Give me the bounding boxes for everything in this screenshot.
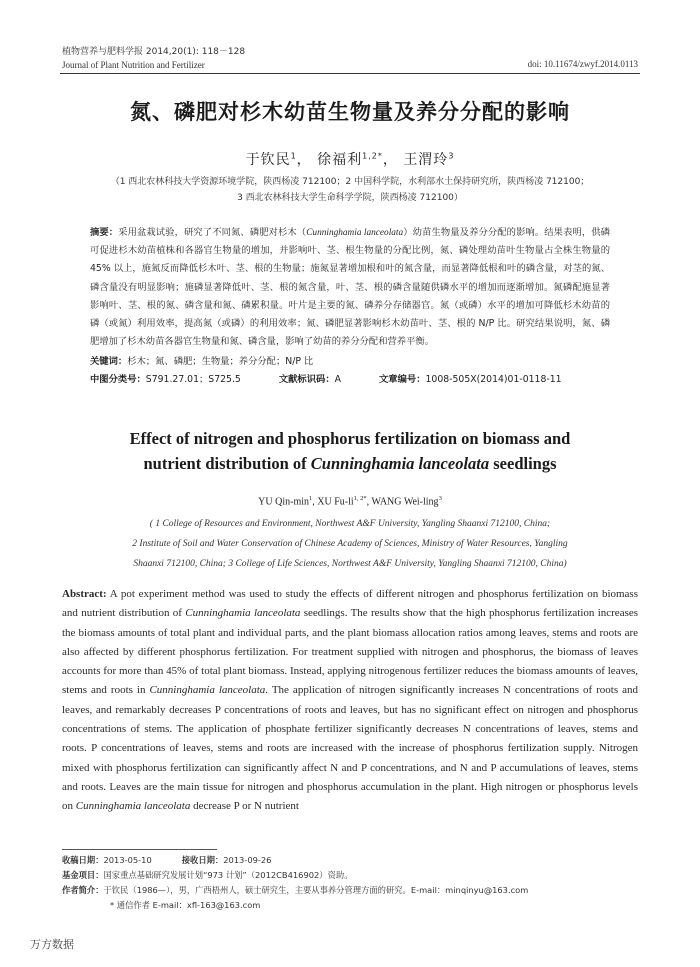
- footnote-corresponding: * 通信作者 E-mail：xfl-163@163.com: [110, 900, 261, 910]
- en-author-sup: 3: [438, 495, 442, 502]
- en-abstract-text: . The application of nitrogen significantly increases N concentrations of roots and leaves, and remarkably decreases P concentrations of roots and leaves, but has no significant effect on nitrogen and phosphorus concentrations of stems. The application of phosphate fertilizer significantly decreases N concentrations of leaves, stems and roots. P concentrations of leaves, stems and roots are increased with the increase of phosphorus fertilization supply. Nitrogen mixed with phosphorus fertilization can significantly affect N and P concentrations, and N and P accumulations of leaves, stems and roots. Leaves are the main tissue for nitrogen and phosphorus accumulation in the plant. High nitrogen or phosphorus levels on: [62, 684, 638, 813]
- cn-authors: 于钦民$^1$， 徐福利$^{1,2*}$， 王渭玲$^3$: [245, 151, 455, 168]
- cn-abstract-label: 摘要：: [90, 227, 119, 238]
- en-title-text: nutrient distribution of: [143, 454, 311, 473]
- en-title-line: [0, 451, 700, 476]
- footnote-author: [62, 883, 528, 898]
- en-author-name: WANG Wei-ling: [371, 496, 439, 508]
- clc-item: [90, 371, 241, 385]
- author-bio-text: 于钦民（1986—），男，广西梧州人，硕士研究生，主要从事养分管理方面的研究。E-mail：minqinyu@163.com: [103, 885, 529, 895]
- journal-name-cn: 植物营养与肥料学报 2014,20(1): 118－128: [62, 47, 246, 57]
- cn-classification: [90, 371, 610, 385]
- author-bio-label: 作者简介：: [62, 885, 104, 895]
- en-author-sup: 1, 2*: [353, 495, 367, 502]
- en-authors: YU Qin-$\min^1$, XU $Fu-li^{1, 2*}$, WANG Wei-ling$^3$: [258, 495, 442, 508]
- article-no-item: [379, 371, 562, 385]
- cn-abstract-species: Cunninghamia lanceolata: [306, 228, 404, 238]
- article-no-label: 文章编号：: [379, 374, 426, 385]
- cn-title: 氮、磷肥对杉木幼苗生物量及养分分配的影响: [130, 100, 570, 124]
- en-abstract-label: Abstract:: [62, 588, 107, 600]
- cn-author-name: 徐福利: [317, 152, 363, 168]
- article-no-value: 1008-505X(2014)01-0118-11: [425, 374, 562, 385]
- accepted-date: 2013-09-26: [223, 855, 272, 865]
- en-title: [0, 426, 700, 476]
- cn-author-sup: 1,2*: [362, 151, 383, 161]
- en-abstract-species: Cunninghamia lanceolata: [75, 800, 191, 813]
- cn-keywords-text: 杉木；氮、磷肥；生物量；养分分配；N/P 比: [127, 356, 314, 367]
- accepted-label: 接收日期：: [181, 855, 224, 865]
- en-abstract-text: decrease P or N nutrient: [190, 800, 299, 813]
- doi[interactable]: doi: 10.11674/zwyf.2014.0113: [527, 59, 638, 69]
- cn-author-sup: 1: [290, 151, 297, 161]
- cn-keywords-label: 关键词：: [90, 356, 128, 367]
- cn-abstract: [90, 224, 610, 351]
- journal-name-en: Journal of Plant Nutrition and Fertilizer: [62, 60, 205, 70]
- en-author-name: XU Fu-li: [317, 496, 354, 508]
- en-abstract-text: seedlings. The results show that the high phosphorus fertilization increases the biomass amounts of total plant and individual parts, and the plant biomass allocation ratios among leaves, stems and roots are also affected by different phosphorus fertilization. For treatment supplied with nitrogen and phosphorus, the biomass of leaves accounts for more than 45% of total plant biomass. Instead, applying nitrogenous fertilizer reduces the biomass amounts of leaves, stems and roots in: [62, 607, 639, 697]
- cn-abstract-text: 采用盆栽试验，研究了不同氮、磷肥对杉木（: [118, 227, 307, 238]
- en-affiliation-line: 2 Institute of Soil and Water Conservation of Chinese Academy of Sciences, Ministry of Water Resources, Yangling: [132, 539, 568, 549]
- cn-author-name: 王渭玲: [403, 152, 449, 168]
- doc-code-value: A: [334, 374, 341, 385]
- en-affiliations: [70, 514, 630, 574]
- cn-abstract-text: ）幼苗生物量及养分分配的影响。结果表明，供磷可促进杉木幼苗植株和各器官生物量的增加，并影响叶、茎、根生物量的分配比例，氮、磷处理幼苗叶生物量占全株生物量的 45% 以上，施氮反而降低杉木叶、茎、根的生物量；施氮显著增加根和叶的氮含量，而显著降低根和叶的磷含量，对茎的氮、磷含量没有明显影响；施磷显著降低叶、茎、根的氮含量，叶、茎、根的磷含量随供磷水平的增加而逐渐增加。氮磷配施显著影响叶、茎、根的氮、磷含量和氮、磷累积量。叶片是主要的氮、磷养分存储器官。氮（或磷）水平的增加可降低杉木幼苗的磷（或氮）利用效率，提高氮（或磷）的利用效率；氮、磷肥显著影响杉木幼苗叶、茎、根的 N/P 比。研究结果说明，氮、磷肥增加了杉木幼苗各器官生物量和氮、磷含量，影响了幼苗的养分分配和营养平衡。: [90, 227, 610, 348]
- cn-affiliations: [60, 174, 640, 206]
- en-title-line: Effect of nitrogen and phosphorus fertilization on biomass and: [129, 429, 571, 448]
- cn-affiliation-line: 3 西北农林科技大学生命科学学院，陕西杨凌 712100）: [237, 193, 463, 203]
- received-date: 2013-05-10: [103, 855, 152, 865]
- doc-code-item: [279, 371, 341, 385]
- en-affiliation-line: Shaanxi 712100, China; 3 College of Life Sciences, Northwest A&F University, Yangling Shaanxi 712100, China): [133, 559, 567, 569]
- en-abstract-species: Cunninghamia lanceolata: [149, 684, 266, 697]
- en-abstract-text: A pot experiment method was used to study the effects of different nitrogen and phosphorus fertilization on biomass and nutrient distribution of: [62, 588, 638, 620]
- header-rule: [60, 73, 640, 74]
- footnote-dates: [62, 853, 528, 868]
- cn-affiliation-line: （1 西北农林科技大学资源环境学院，陕西杨凌 712100；2 中国科学院，水利部水土保持研究所，陕西杨凌 712100；: [110, 177, 590, 187]
- clc-value: S791.27.01；S725.5: [145, 374, 241, 385]
- en-title-species: Cunninghamia lanceolata: [310, 454, 490, 473]
- cn-author-sup: 3: [448, 151, 455, 161]
- wanfang-watermark: 万方数据: [30, 938, 74, 951]
- doc-code-label: 文献标识码：: [278, 374, 335, 385]
- footnote-rule: [62, 849, 217, 850]
- fund-label: 基金项目：: [62, 870, 104, 880]
- received-label: 收稿日期：: [62, 855, 104, 865]
- fund-text: 国家重点基础研究发展计划“973 计划”（2012CB416902）资助。: [103, 870, 353, 880]
- en-abstract-species: Cunninghamia lanceolata: [185, 607, 301, 620]
- clc-label: 中图分类号：: [90, 374, 146, 385]
- journal-header: [62, 46, 245, 72]
- cn-keywords: [90, 353, 610, 367]
- en-abstract: [62, 585, 638, 817]
- en-author-sup: 1: [309, 495, 313, 502]
- en-affiliation-line: ( 1 College of Resources and Environment, Northwest A&F University, Yangling Shaanxi 712100, China;: [149, 519, 551, 529]
- footnote-fund: [62, 868, 528, 883]
- en-author-name: YU Qin-min: [258, 496, 310, 508]
- en-title-text: seedlings: [489, 454, 557, 473]
- footnotes: [62, 853, 528, 913]
- cn-author-name: 于钦民: [245, 152, 291, 168]
